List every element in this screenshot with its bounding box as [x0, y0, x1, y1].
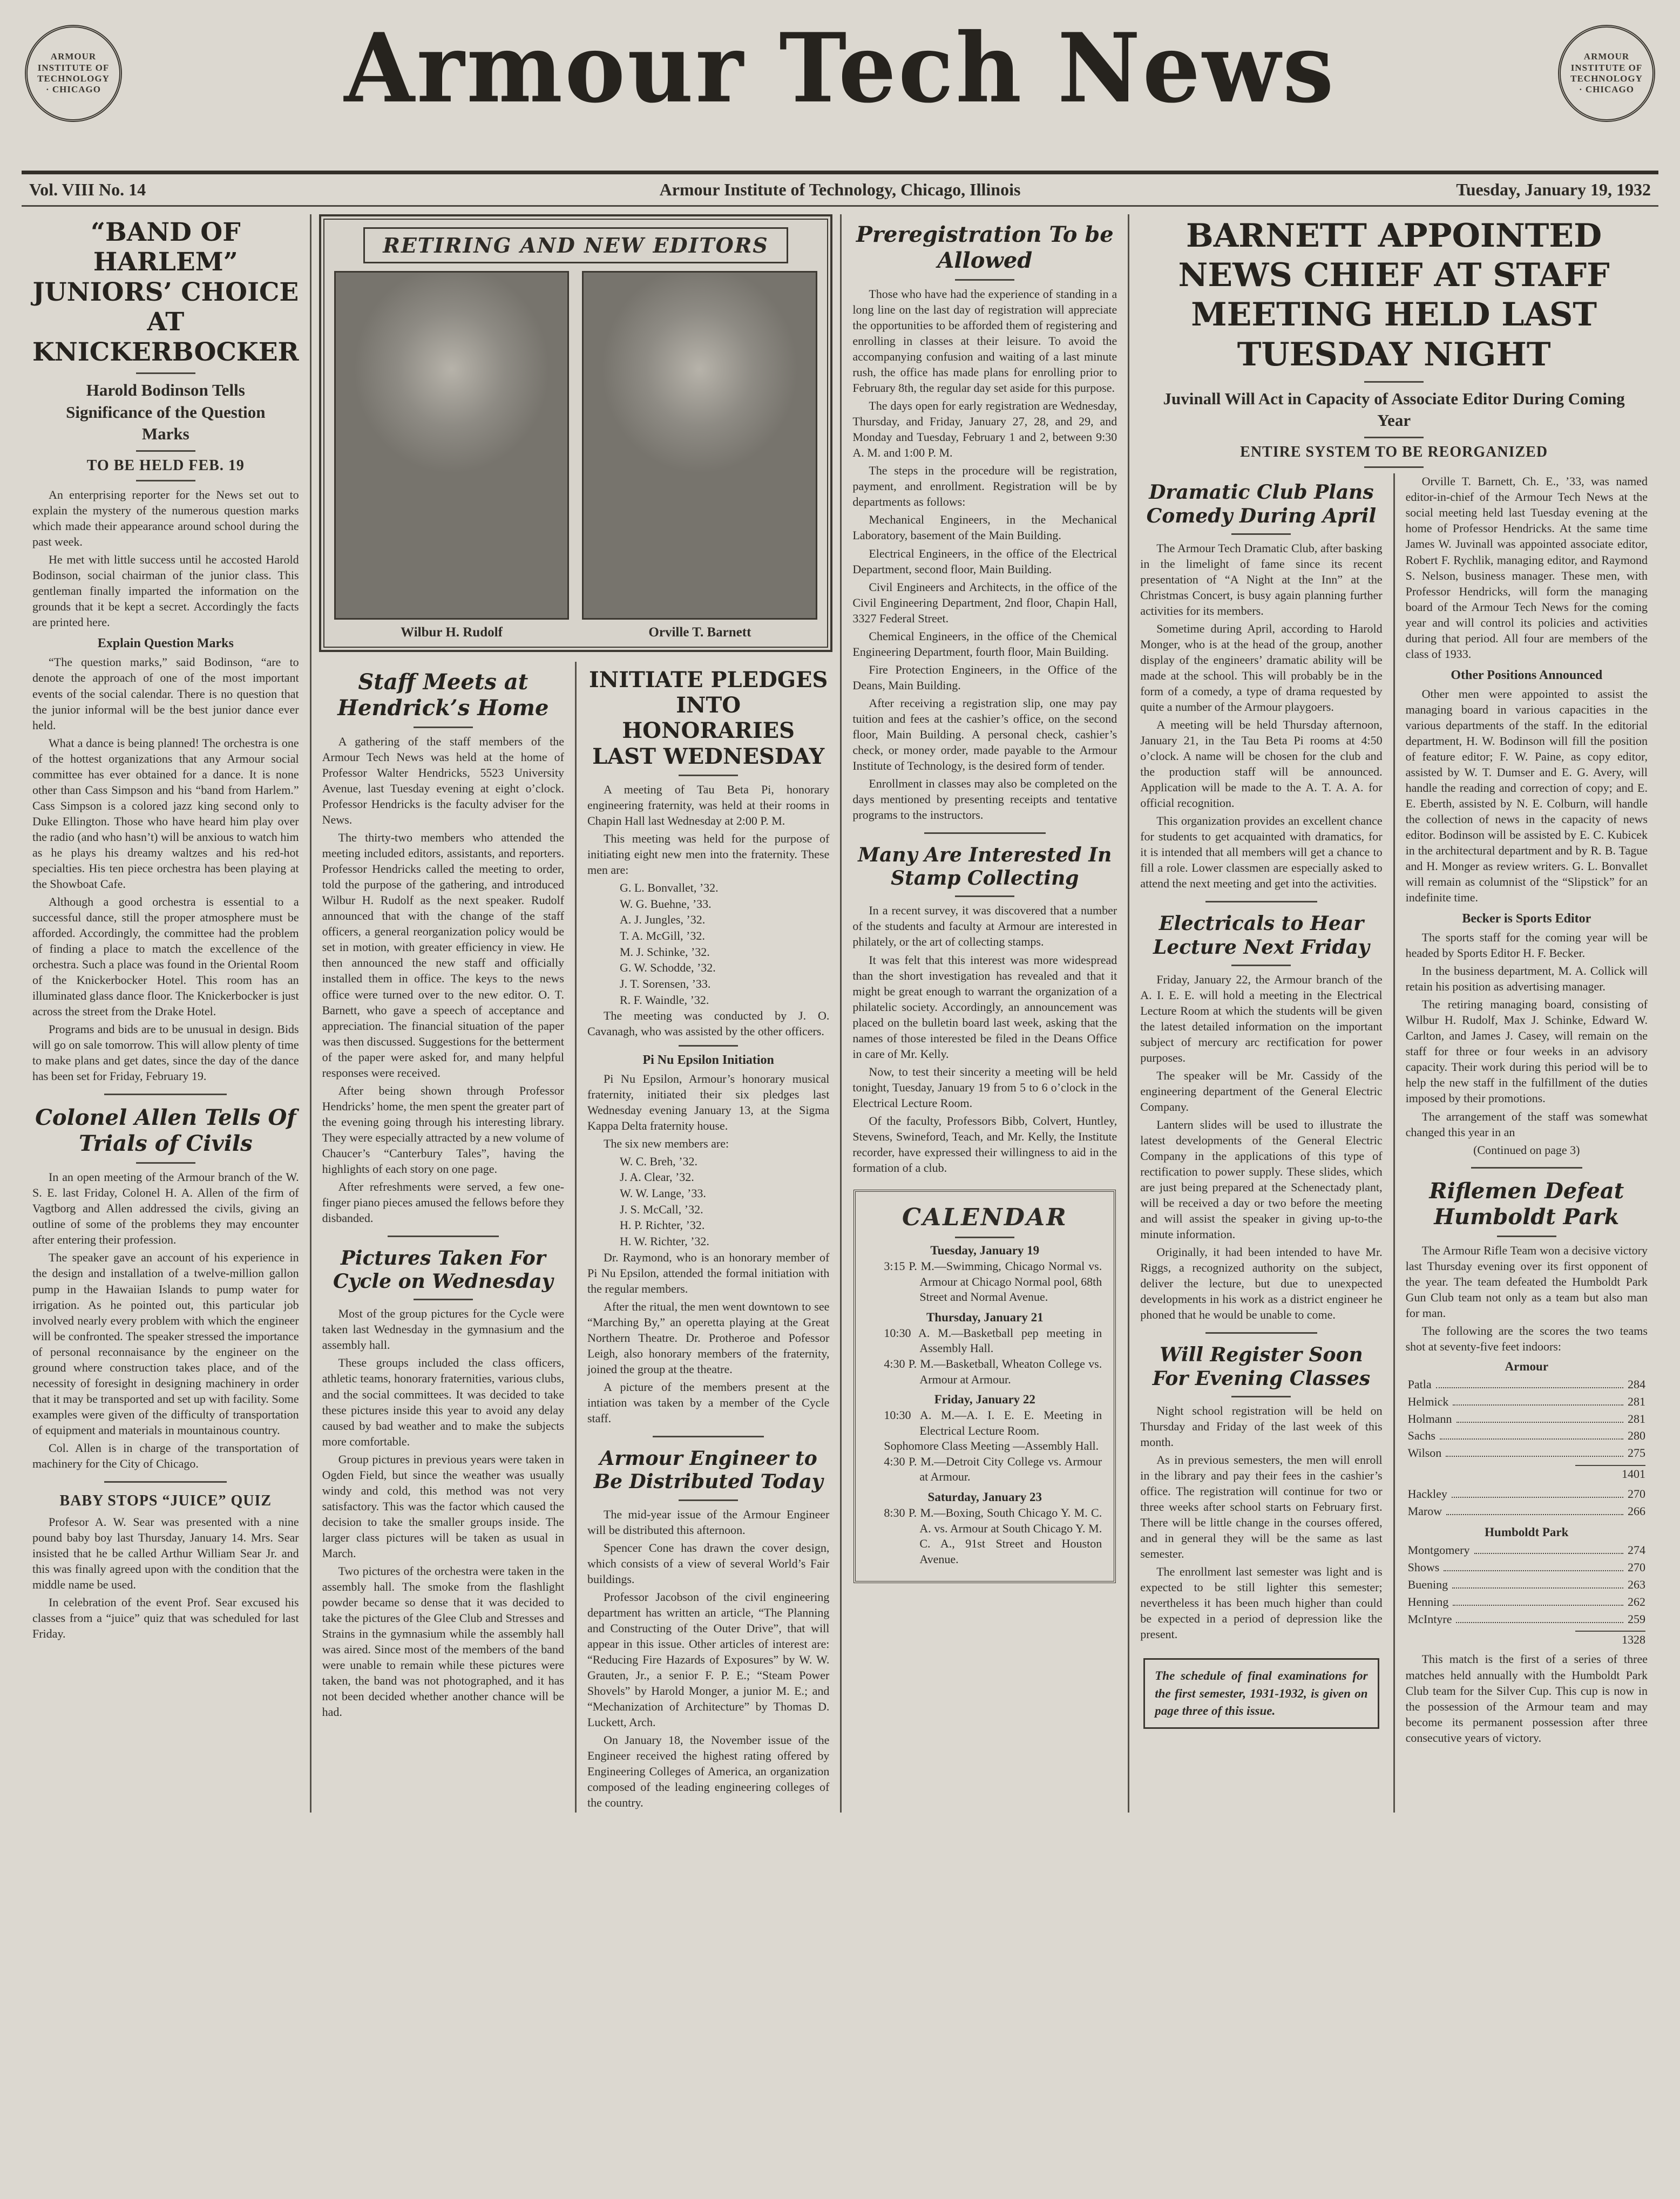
continued-line: (Continued on page 3): [1473, 1143, 1580, 1157]
rule: [1231, 965, 1291, 966]
calendar-title: CALENDAR: [902, 1203, 1068, 1231]
photo-cell: [582, 271, 817, 640]
list-item: H. P. Richter, ’32.: [619, 1218, 705, 1232]
paragraph: Programs and bids are to be unusual in design. Bids will go on sale tomorrow. This will allow plenty of time to make plans and get dates, since the day of the dance has been set for Friday, February 19.: [32, 1022, 299, 1083]
paragraph: This match is the first of a series of three matches held annually with the Humboldt Park Club team for the Silver Cup. This cup is now in the possession of the Armour team and may become its permanent possession after three consecutive years of victory.: [1405, 1652, 1648, 1745]
crosshead: Other Positions Announced: [1451, 668, 1603, 682]
paragraph: Professor Jacobson of the civil engineering department has written an article, “The Planning and Constructing of the Outer Drive”, that will appear in this issue. Other articles of interest are: “Reducing Fire Hazards of Exposures” by W. W. Grauten, Jr., a senior F. P. E.; “Steam Power Shovels” by Harold Monger, a junior M. E.; and “Mechanization of Architecture” by Thomas D. Luckett, Arch.: [587, 1590, 830, 1729]
portrait-photo-rudolf: [334, 271, 570, 620]
paragraph: In an open meeting of the Armour branch of the W. S. E. last Friday, Colonel H. A. Allen of the firm of Vagtborg and Allen addressed the civils, giving an outline of some of the problems they may encounter after entering their profession.: [32, 1170, 299, 1247]
paragraph: The Armour Rifle Team won a decisive victory last Thursday evening over its first opponent of the year. The team defeated the Humboldt Park Gun Club team not only as a team but also man for man.: [1405, 1243, 1648, 1320]
armour-total: 1401: [1621, 1467, 1645, 1481]
paragraph: The following are the scores the two teams shot at seventy-five feet indoors:: [1405, 1324, 1648, 1353]
article-band-of-harlem: [32, 218, 299, 1084]
list-item: J. A. Clear, ’32.: [619, 1170, 694, 1184]
institution-name: Armour Institute of Technology, Chicago, Illinois: [659, 180, 1021, 199]
photo-caption: Wilbur H. Rudolf: [401, 625, 503, 640]
rule: [955, 279, 1014, 281]
rule: [136, 450, 195, 452]
column-5-left: [1129, 473, 1393, 1813]
paragraph: Electrical Engineers, in the office of the Electrical Department, second floor, Main Building.: [852, 546, 1117, 576]
rule: [1231, 533, 1291, 535]
volume-number: Vol. VIII No. 14: [29, 180, 146, 199]
headline: Staff Meets at Hendrick’s Home: [337, 669, 549, 721]
score-row: Buening 263: [1407, 1577, 1645, 1591]
rule: [414, 727, 473, 728]
rule: [136, 372, 195, 374]
column-4: [840, 214, 1128, 1813]
photo-caption: Orville T. Barnett: [648, 625, 751, 640]
rule: [679, 1045, 738, 1047]
list-item: R. F. Waindle, ’32.: [619, 993, 709, 1007]
paragraph: Orville T. Barnett, Ch. E., ’33, was named editor-in-chief of the Armour Tech News at the social meeting held last Tuesday evening at the home of Professor Hendricks. At the same time James W. Juvinall was appointed associate editor, Robert F. Rychlik, managing editor, and Raymond S. Nelson, business manager. These men, with Professor Hendricks, will form the managing board of the Armour Tech News for the coming year and will control its policies and activities during that period. All four are members of the class of 1933.: [1405, 474, 1648, 661]
rule: [1364, 466, 1424, 468]
paragraph: A picture of the members present at the intiation was taken by a member of the Cycle staff.: [587, 1380, 830, 1426]
score-row: Hackley 270: [1407, 1487, 1645, 1501]
paragraph: Originally, it had been intended to have Mr. Riggs, a recognized authority on the subject, deliver the lecture, but due to unexpected developments in his work as a district engineer he phoned that he would be unable to come.: [1140, 1245, 1383, 1322]
article-armour-engineer: [587, 1447, 829, 1810]
paragraph: Dr. Raymond, who is an honorary member of Pi Nu Epsilon, attended the formal initiation with the regular members.: [587, 1250, 830, 1295]
humboldt-scores: [1406, 1542, 1648, 1627]
headline: Electricals to Hear Lecture Next Friday: [1153, 912, 1370, 959]
list-item: M. J. Schinke, ’32.: [619, 945, 710, 959]
rule: [679, 1499, 738, 1501]
paragraph: The steps in the procedure will be registration, payment, and enrollment. Registration will be by departments as follows:: [852, 464, 1117, 509]
score-row: Holmann 281: [1407, 1411, 1645, 1426]
crosshead: Becker is Sports Editor: [1462, 912, 1591, 926]
paragraph: A gathering of the staff members of the Armour Tech News was held at the home of Professor Walter Hendricks, 5523 University Avenue, last Tuesday evening at eight o’clock. Professor Hendricks is the faculty adviser for the News.: [322, 735, 564, 827]
paragraph: After receiving a registration slip, one may pay tuition and fees at the cashier’s office, on the second floor, Main Building. A personal check, cashier’s check, or money order, made payable to the Armour Institute of Technology, is the desired form of tender.: [852, 696, 1117, 772]
headline: BABY STOPS “JUICE” QUIZ: [59, 1492, 272, 1509]
rule: [679, 775, 738, 776]
paragraph: Those who have had the experience of standing in a long line on the last day of registration will appreciate the opportunities to be afforded them of registering and enrolling in classes at their leisure. To avoid the accompanying confusion and waiting of a last minute rush, the office has made plans for enrolling prior to February 8th, the regular day set aside for this purpose.: [852, 287, 1117, 395]
paragraph: The speaker gave an account of his experience in the design and installation of a twelve-million gallon pump in the Hawaiian Islands to pump water for irrigation. As he pointed out, this particular job involved nearly every problem with which the engineer will be confronted. The speaker stressed the importance of personal reconnaisance by the engineer on the ground where construction takes place, and of the necessity of foresight in designing machinery in order that it may be transported and set up with facility. Some examples were given of the difficulty of transportation of equipment and materials in mountainous country.: [32, 1251, 299, 1437]
score-row: Montgomery 274: [1407, 1543, 1645, 1557]
calendar-day: Saturday, January 23 8:30 P. M.—Boxing, South Chicago Y. M. C. A. vs. Armour at South Chicago Y. M. C. A., 91st Street and Houston Avenue.: [868, 1490, 1102, 1567]
paragraph: Pi Nu Epsilon, Armour’s honorary musical fraternity, initiated their six pledges last Wednesday evening January 13, at the Sigma Kappa Delta fraternity house.: [587, 1071, 830, 1132]
paragraph: What a dance is being planned! The orchestra is one of the hottest organizations that any Armour social committee has ever obtained for a dance. It is none other than Cass Simpson and his “band from Harlem.” Cass Simpson is a colored jazz king second only to Duke Ellington. Those who have heard him play over the radio (and who hasn’t) will be anxious to watch him as he plays his dreamy waltzes and his red-hot specialties. His ten piece orchestra has been playing at the Showboat Cafe.: [32, 736, 299, 891]
armour-scores: [1406, 1376, 1648, 1462]
score-row: Shows 270: [1407, 1560, 1645, 1574]
paragraph: The mid-year issue of the Armour Engineer will be distributed this afternoon.: [587, 1507, 830, 1537]
headline: BARNETT APPOINTED NEWS CHIEF AT STAFF MEETING HELD LAST TUESDAY NIGHT: [1178, 217, 1610, 374]
column-1: [22, 214, 310, 1813]
humboldt-total: 1328: [1621, 1633, 1645, 1647]
paragraph: Friday, January 22, the Armour branch of the A. I. E. E. will hold a meeting in the Electrical Lecture Room at which the students will be given the latest detailed information on the important subject of mercury arc rectification for power purposes.: [1140, 972, 1383, 1064]
article-pictures-taken: [322, 1247, 564, 1720]
masthead-rule: [22, 171, 1658, 174]
final-exam-schedule-note: The schedule of final examinations for the first semester, 1931-1932, is given on page three of this issue.: [1143, 1658, 1379, 1729]
portrait-photo-barnett: [582, 271, 817, 620]
photo-box-inner: [323, 219, 829, 648]
issue-date: Tuesday, January 19, 1932: [1456, 180, 1651, 199]
calendar-box: [853, 1190, 1116, 1584]
paragraph: Although a good orchestra is essential to a successful dance, still the proper atmosphere must be afforded. Accordingly, the committee had the problem of finding a place to match the excellence of the orchestra. Such a place was found in the Oriental Room of the Knickerbocker Hotel. This room has an illuminated glass dance floor. The Knickerbocker is just across the street from the Drake Hotel.: [32, 894, 299, 1019]
paragraph: Spencer Cone has drawn the cover design, which consists of a view of several World’s Fair buildings.: [587, 1540, 830, 1586]
paragraph: It was felt that this interest was more widespread than the short investigation has revealed and that it might be great enough to warrant the organization of a philatelic society. Accordingly, an announcement was placed on the bulletin board last week, asking that the names of those interested be filed in the Deans Office in care of Mr. Kelly.: [852, 953, 1117, 1061]
paragraph: The thirty-two members who attended the meeting included editors, assistants, and reporters. Professor Hendricks called the meeting to order, told the purpose of the gathering, and introduced Wilbur H. Rudolf as the next speaker. Rudolf announced that with the change of the staff officers, a general reorganization policy would be set in motion, with greater efficiency in view. He then announced the new staff and officially installed them in office. The keys to the news office were turned over to the new editor. O. T. Barnett, who gave a speech of acceptance and appreciation. The financial situation of the paper was then discussed. Suggestions for the betterment of the paper were asked for, and many helpful responses were received.: [322, 831, 564, 1080]
info-bar-rule: [22, 205, 1658, 207]
calendar-event: 4:30 P. M.—Basketball, Wheaton College vs. Armour at Armour.: [884, 1356, 1102, 1386]
article-divider: [653, 1436, 764, 1437]
calendar-days: [868, 1244, 1102, 1567]
headline: Will Register Soon For Evening Classes: [1152, 1343, 1371, 1390]
calendar-day: Tuesday, January 19 3:15 P. M.—Swimming, Chicago Normal vs. Armour at Chicago Normal pool, 68th Street and Normal Avenue.: [868, 1244, 1102, 1305]
headline: “BAND OF HARLEM” JUNIORS’ CHOICE AT KNICKERBOCKER: [32, 218, 299, 367]
columns-2-3-row: [311, 662, 841, 1813]
deck: Juvinall Will Act in Capacity of Associate Editor During Coming Year: [1163, 389, 1625, 430]
list-item: W. C. Breh, ’32.: [619, 1154, 697, 1168]
score-row: Wilson 275: [1407, 1446, 1645, 1460]
list-item: A. J. Jungles, ’32.: [619, 913, 706, 927]
institute-seal-right-icon: ARMOUR INSTITUTE OF TECHNOLOGY · CHICAGO: [1558, 25, 1655, 122]
rule: [1497, 1236, 1556, 1237]
column-5: [1128, 214, 1658, 1813]
article-electricals: [1140, 912, 1382, 1322]
headline: INITIATE PLEDGES INTO HONORARIES LAST WEDNESDAY: [588, 667, 828, 769]
paragraph: Other men were appointed to assist the managing board in various capacities in the various departments of the staff. In the editorial department, H. W. Bodinson will fill the position of feature editor; F. W. Paine, as copy editor, assisted by W. T. Dumser and E. G. Avery, will handle the reading and correction of copy; and E. E. Eberth, assisted by N. E. Colburn, will handle the collection of news in the capacity of news editor. Bodinson will be assisted by E. C. Kubicek in the architectural department and by R. B. Tague and H. Monger as review writers. G. L. Bonvallet will remain as columnist of the “Slipstick” for an indefinite time.: [1405, 687, 1648, 905]
paragraph: A meeting of Tau Beta Pi, honorary engineering fraternity, was held at their rooms in Chapin Hall last Wednesday at 2:00 P. M.: [587, 782, 830, 827]
article-dramatic-club: [1140, 481, 1382, 891]
paragraph: In a recent survey, it was discovered that a number of the students and faculty at Armour are interested in philately, or the art of collecting stamps.: [852, 904, 1117, 949]
paragraph: After refreshments were served, a few one-finger piano pieces amused the fellows before they disbanded.: [322, 1179, 564, 1225]
column-5-row: [1129, 473, 1658, 1813]
article-barnett-body: [1406, 473, 1648, 1157]
team-header-armour: Armour: [1505, 1359, 1549, 1373]
paragraph: In celebration of the event Prof. Sear excused his classes from a “juice” quiz that was scheduled for last Friday.: [32, 1596, 299, 1641]
paragraph: As in previous semesters, the men will enroll in the library and pay their fees in the cashier’s office. The registration will continue for two or three weeks after school starts on February first. There will be little change in the courses offered, and in general they will be the same as last semester.: [1140, 1453, 1383, 1561]
paragraph: Civil Engineers and Architects, in the office of the Civil Engineering Department, 2nd floor, Chapin Hall, 3327 Federal Street.: [852, 580, 1117, 625]
calendar-event: 10:30 A. M.—Basketball pep meeting in Assembly Hall.: [884, 1326, 1102, 1355]
rule: [414, 1299, 473, 1300]
paragraph: This organization provides an excellent chance for students to get acquainted with dramatics, for it is intended that all members will get a chance to fill a role. Lower classmen are especially asked to attend the next meeting and get into the activities.: [1140, 814, 1383, 891]
photo-box-title: RETIRING AND NEW EDITORS: [363, 227, 789, 263]
headline: Many Are Interested In Stamp Collecting: [858, 844, 1112, 890]
list-item: G. W. Schodde, ’32.: [619, 961, 716, 975]
paragraph: The arrangement of the staff was somewhat changed this year in an: [1405, 1109, 1648, 1139]
calendar-event: 3:15 P. M.—Swimming, Chicago Normal vs. Armour at Chicago Normal pool, 68th Street and Normal Avenue.: [884, 1259, 1102, 1304]
paragraph: “The question marks,” said Bodinson, “are to denote the approach of one of the most important events of the social calendar. There is no question that the junior informal will be the best junior dance ever held.: [32, 655, 299, 732]
paragraph: The speaker will be Mr. Cassidy of the engineering department of the General Electric Company.: [1140, 1068, 1383, 1114]
paragraph: This meeting was held for the purpose of initiating eight new men into the fraternity. These men are:: [587, 831, 830, 877]
score-row: Henning 262: [1407, 1594, 1645, 1608]
paragraph: The days open for early registration are Wednesday, Thursday, and Friday, January 27, 28, and 29, and Monday and Tuesday, February 1 and 2, between 9:30 A. M. and 1:00 P. M.: [852, 399, 1117, 460]
headline: Armour Engineer to Be Distributed Today: [593, 1447, 823, 1494]
paragraph: Lantern slides will be used to illustrate the latest developments of the General Electric Company in the applications of this type of rectification to power supply. These slides, which are just being prepared at the Schenectady plant, will be received a day or two before the meeting and will assist the speaker in giving up-to-the minute information.: [1140, 1118, 1383, 1241]
article-evening-classes: [1140, 1343, 1382, 1642]
photos: [331, 271, 821, 640]
info-bar: [22, 174, 1658, 205]
pi-nu-epsilon-initiates-list: [587, 1153, 829, 1250]
subhead: TO BE HELD FEB. 19: [86, 457, 245, 474]
article-baby-stops-juice-quiz: [32, 1492, 299, 1641]
column-5-right: [1393, 473, 1658, 1813]
paragraph: Chemical Engineers, in the office of the Chemical Engineering Department, fourth floor, Main Building.: [852, 629, 1117, 659]
rule: [136, 480, 195, 481]
rule: [955, 1237, 1014, 1238]
masthead: [22, 14, 1658, 171]
team-header-humboldt: Humboldt Park: [1485, 1525, 1569, 1539]
score-row: McIntyre 259: [1407, 1612, 1645, 1626]
paragraph: Profesor A. W. Sear was presented with a nine pound baby boy last Thursday, January 14. Mrs. Sear insisted that he be called Arthur William Sear Jr. and this was finally agreed upon with the condition that the middle name be used.: [32, 1515, 299, 1591]
rule: [1575, 1631, 1645, 1632]
crosshead: Pi Nu Epsilon Initiation: [642, 1053, 774, 1067]
calendar-day: Friday, January 22 10:30 A. M.—A. I. E. E. Meeting in Electrical Lecture Room. Sophomore Class Meeting —Assembly Hall. 4:30 P. M.—Detroit City College vs. Armour at Armour.: [868, 1393, 1102, 1485]
article-riflemen: [1406, 1178, 1648, 1746]
list-item: W. G. Buehne, ’33.: [619, 897, 712, 911]
paragraph: The enrollment last semester was light and is expected to be still lighter this semester; nevertheless it has been much higher than could be expected in a period of depression like the present.: [1140, 1565, 1383, 1641]
paragraph: Sometime during April, according to Harold Monger, who is at the head of the group, another display of the engineers’ dramatic ability will be made at the school. This will probably be in the form of a comedy, a type of drama requested by quite a number of the Armour playgoers.: [1140, 621, 1383, 714]
article-initiate-pledges: [587, 667, 829, 1426]
paper-title: Armour Tech News: [344, 12, 1336, 124]
rule: [955, 895, 1014, 897]
columns-2-3: [310, 214, 841, 1813]
calendar-event: 8:30 P. M.—Boxing, South Chicago Y. M. C. A. vs. Armour at South Chicago Y. M. C. A., 91st Street and Houston Avenue.: [884, 1506, 1102, 1566]
paragraph: Mechanical Engineers, in the Mechanical Laboratory, basement of the Main Building.: [852, 513, 1117, 542]
paragraph: The Armour Tech Dramatic Club, after basking in the limelight of fame since its recent presentation of “A Night at the Inn” at the Christmas Concert, is busy again planning further activities for its members.: [1140, 541, 1383, 617]
article-divider: [104, 1094, 227, 1095]
article-divider: [104, 1481, 227, 1483]
paragraph: Of the faculty, Professors Bibb, Colvert, Huntley, Stevens, Swineford, Teach, and Mr. Kelly, the Institute recorder, have expressed their willingness to aid in the formation of a club.: [852, 1114, 1117, 1175]
article-divider: [1205, 1332, 1317, 1334]
list-item: H. W. Richter, ’32.: [619, 1234, 709, 1248]
paragraph: Fire Protection Engineers, in the Office of the Deans, Main Building.: [852, 662, 1117, 692]
column-3: [575, 662, 840, 1813]
score-row: Sachs 280: [1407, 1429, 1645, 1443]
headline: Colonel Allen Tells Of Trials of Civils: [35, 1105, 296, 1157]
rule: [1231, 1396, 1291, 1397]
column-2: [311, 662, 575, 1813]
paragraph: Most of the group pictures for the Cycle were taken last Wednesday in the gymnasium and the assembly hall.: [322, 1307, 564, 1352]
article-staff-meets: [322, 669, 564, 1226]
paragraph: Enrollment in classes may also be completed on the days mentioned by presenting receipts and tentative programs to the instructors.: [852, 776, 1117, 822]
subhead: ENTIRE SYSTEM TO BE REORGANIZED: [1240, 444, 1548, 461]
photo-cell: [334, 271, 570, 640]
retiring-new-editors-photo-box: [319, 214, 833, 652]
paragraph: Col. Allen is in charge of the transportation of machinery for the City of Chicago.: [32, 1441, 299, 1470]
rule: [1364, 381, 1424, 383]
calendar-event: 4:30 P. M.—Detroit City College vs. Armour at Armour.: [884, 1454, 1102, 1484]
score-row: Patla 284: [1407, 1377, 1645, 1391]
deck: Harold Bodinson Tells Significance of the Question Marks: [66, 381, 266, 443]
headline: Dramatic Club Plans Comedy During April: [1146, 481, 1377, 527]
paragraph: He met with little success until he accosted Harold Bodinson, social chairman of the junior class. This gentleman finally imparted the information on the grounds that it be kept a secret. Accordingly the facts are printed here.: [32, 553, 299, 629]
list-item: J. S. McCall, ’32.: [619, 1202, 703, 1216]
list-item: G. L. Bonvallet, ’32.: [619, 880, 719, 894]
tau-beta-pi-initiates-list: [587, 880, 829, 1008]
paragraph: The retiring managing board, consisting of Wilbur H. Rudolf, Max J. Schinke, Edward W. Carlton, and James J. Casey, will remain on the staff for three or four weeks in an advisory capacity. Their work during this period will be to help the new staff in the fulfillment of the duties imposed by their promotions.: [1405, 997, 1648, 1105]
headline: Riflemen Defeat Humboldt Park: [1429, 1178, 1624, 1230]
paragraph: The meeting was conducted by J. O. Cavanagh, who was assisted by the other officers.: [587, 1009, 830, 1039]
article-divider: [1205, 901, 1317, 902]
paragraph: After the ritual, the men went downtown to see “Marching By,” an operetta playing at the Great Northern Theatre. Dr. Protheroe and Pofessor Leigh, also honorary members of the fraternity, joined the group at the theatre.: [587, 1299, 830, 1376]
paragraph: A meeting will be held Thursday afternoon, January 21, in the Tau Beta Pi rooms at 4:50 o’clock. A name will be chosen for the club and the production staff will be announced. Application will be made to the A. T. A. A. for official recognition.: [1140, 718, 1383, 810]
paragraph: Night school registration will be held on Thursday and Friday of the last week of this month.: [1140, 1403, 1383, 1449]
article-divider: [924, 832, 1046, 834]
rule: [136, 1162, 195, 1164]
score-row: Marow 266: [1407, 1504, 1645, 1518]
paragraph: In the business department, M. A. Collick will retain his position as advertising manager.: [1405, 964, 1648, 994]
calendar-event: Sophomore Class Meeting —Assembly Hall.: [884, 1439, 1099, 1453]
paragraph: The sports staff for the coming year will be headed by Sports Editor H. F. Becker.: [1405, 931, 1648, 960]
article-preregistration: [852, 222, 1117, 823]
list-item: T. A. McGill, ’32.: [619, 929, 705, 942]
rule: [1364, 437, 1424, 438]
rule: [1575, 1465, 1645, 1466]
page-content: [22, 214, 1658, 1813]
paragraph: An enterprising reporter for the News set out to explain the mystery of the numerous question marks which made their appearance around school during the past week.: [32, 488, 299, 549]
paragraph: These groups included the class officers, athletic teams, honorary fraternities, various clubs, and the social committees. It was decided to take these pictures inside this year to avoid any delay caused by bad weather and to make the subjects more comfortable.: [322, 1356, 564, 1448]
paragraph: On January 18, the November issue of the Engineer received the highest rating offered by Engineering Colleges of America, an organization composed of the leading engineering colleges of the country.: [587, 1733, 830, 1810]
article-colonel-allen: [32, 1105, 299, 1471]
list-item: J. T. Sorensen, ’33.: [619, 977, 711, 991]
headline: Preregistration To be Allowed: [856, 222, 1114, 273]
article-divider: [388, 1236, 499, 1237]
article-barnett-head-block: [1129, 214, 1658, 473]
article-divider: [1471, 1167, 1582, 1169]
calendar-event: 10:30 A. M.—A. I. E. E. Meeting in Electrical Lecture Room.: [884, 1408, 1102, 1437]
paragraph: Now, to test their sincerity a meeting will be held tonight, Tuesday, January 19 from 5 to 6 o’clock in the Electrical Lecture Room.: [852, 1064, 1117, 1110]
article-stamp-collecting: [852, 844, 1117, 1176]
score-row: Helmick 281: [1407, 1394, 1645, 1408]
paragraph: Two pictures of the orchestra were taken in the assembly hall. The smoke from the flashlight powder became so dense that it was decided to take the pictures of the Glee Club and Stresses and Strains in the gymnasium while the assembly hall was aired. Since most of the members of the band were unable to remain while these pictures were taken, the band was not photographed, and it has not been decided whether another chance will be had.: [322, 1564, 564, 1719]
paragraph: After being shown through Professor Hendricks’ home, the men spent the greater part of the evening going through his interesting library. They were especially attracted by a new volume of Chaucer’s “Canterbury Tales”, having the highlights of each story on one page.: [322, 1083, 564, 1176]
institute-seal-left-icon: ARMOUR INSTITUTE OF TECHNOLOGY · CHICAGO: [25, 25, 122, 122]
calendar-day: Thursday, January 21 10:30 A. M.—Basketball pep meeting in Assembly Hall. 4:30 P. M.—Basketball, Wheaton College vs. Armour at Armour.: [868, 1311, 1102, 1387]
headline: Pictures Taken For Cycle on Wednesday: [333, 1246, 553, 1293]
crosshead: Explain Question Marks: [97, 636, 234, 651]
paragraph: Group pictures in previous years were taken in Ogden Field, but since the weather was usually windy and cold, this method was not very satisfactory. This was the factor which caused the decision to take the smaller groups inside. The larger class pictures will be taken as usual in March.: [322, 1452, 564, 1560]
list-item: W. W. Lange, ’33.: [619, 1186, 706, 1200]
armour-extra-scores: [1406, 1485, 1648, 1520]
paragraph: The six new members are:: [603, 1136, 729, 1150]
